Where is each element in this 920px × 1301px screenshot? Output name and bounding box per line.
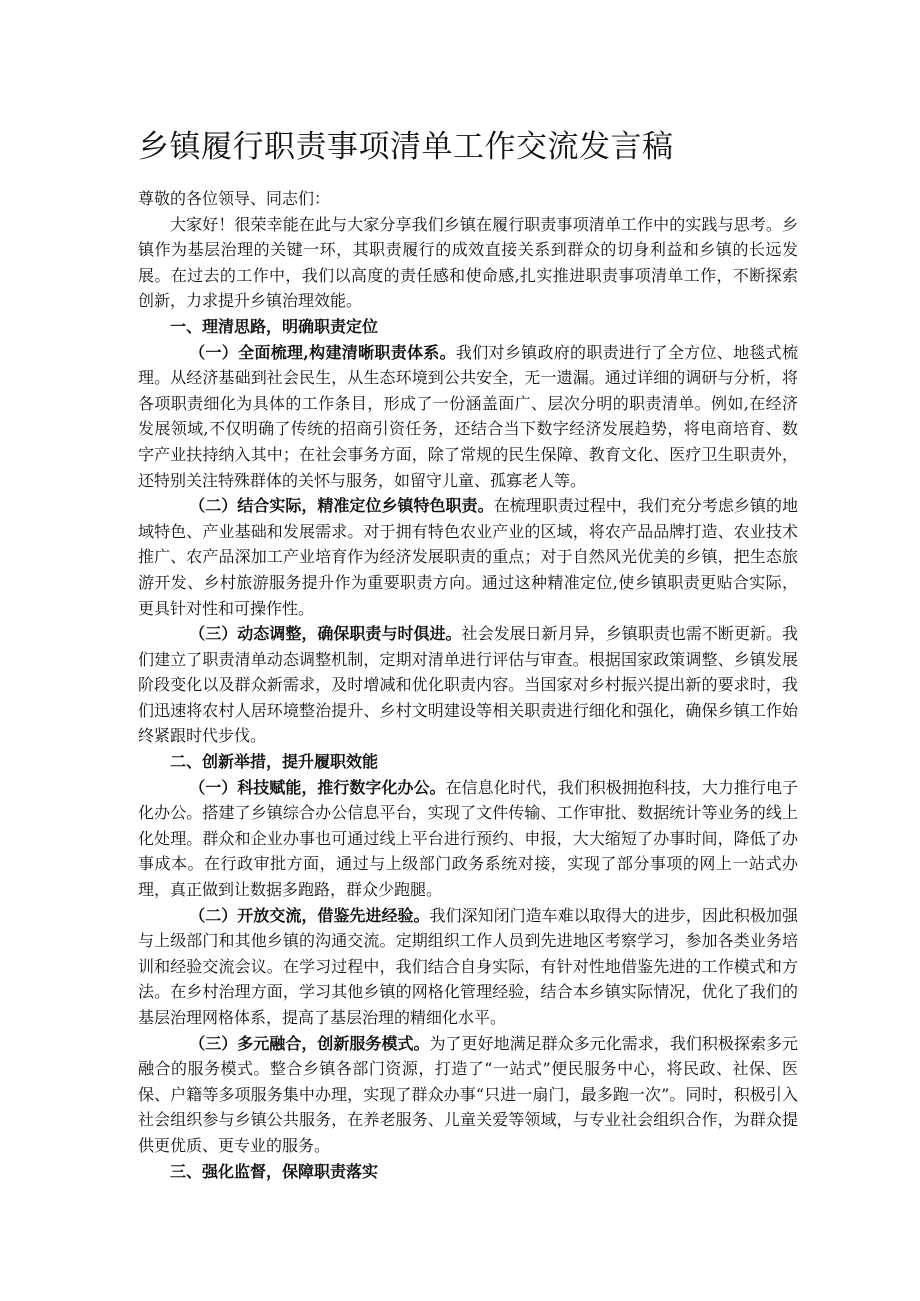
item-body: 在梳理职责过程中，我们充分考虑乡镇的地域特色、产业基础和发展需求。对于拥有特色农业产业的区域，将农产品品牌打造、农业技术推广、农产品深加工产业培育作为经济发展职责的重点；对于自然风光优美的乡镇，把生态旅游开发、乡村旅游服务提升作为重要职责方向。通过这种精准定位,使乡镇职责更贴合实际，更具针对性和可操作性。: [138, 496, 798, 618]
item-body: 我们深知闭门造车难以取得大的进步，因此积极加强与上级部门和其他乡镇的沟通交流。定期组织工作人员到先进地区考察学习，参加各类业务培训和经验交流会议。在学习过程中，我们结合自身实际，有针对性地借鉴先进的工作模式和方法。在乡村治理方面，学习其他乡镇的网格化管理经验，结合本乡镇实际情况，优化了我们的基层治理网格体系，提高了基层治理的精细化水平。: [138, 905, 798, 1027]
section-heading-3: 三、强化监督，保障职责落实: [170, 1161, 379, 1181]
section-2-item-1: [138, 775, 798, 903]
section-1-item-1: [138, 340, 798, 494]
item-lead: （三）动态调整，确保职责与时俱进。: [189, 624, 462, 644]
section-1-item-2: [138, 493, 798, 621]
section-2-item-3: [138, 1031, 798, 1159]
item-lead: （三）多元融合，创新服务模式。: [189, 1033, 430, 1053]
section-heading-2: 二、创新举措，提升履职效能: [170, 752, 379, 772]
document-title: 乡镇履行职责事项清单工作交流发言稿: [138, 129, 674, 165]
document-page: [138, 122, 798, 1184]
item-body: 社会发展日新月异，乡镇职责也需不断更新。我们建立了职责清单动态调整机制，定期对清单进行评估与审查。根据国家政策调整、乡镇发展阶段变化以及群众新需求，及时增减和优化职责内容。当国家对乡村振兴提出新的要求时，我们迅速将农村人居环境整治提升、乡村文明建设等相关职责进行细化和强化，确保乡镇工作始终紧跟时代步伐。: [138, 624, 798, 746]
item-body: 我们对乡镇政府的职责进行了全方位、地毯式梳理。从经济基础到社会民生，从生态环境到公共安全，无一遗漏。通过详细的调研与分析，将各项职责细化为具体的工作条目，形成了一份涵盖面广、层次分明的职责清单。例如,在经济发展领域,不仅明确了传统的招商引资任务，还结合当下数字经济发展趋势，将电商培育、数字产业扶持纳入其中；在社会事务方面，除了常规的民生保障、教育文化、医疗卫生职责外，还特别关注特殊群体的关怀与服务，如留守儿童、孤寡老人等。: [138, 342, 798, 490]
item-lead: （一）全面梳理,构建清晰职责体系。: [189, 342, 456, 362]
item-lead: （一）科技赋能，推行数字化办公。: [189, 777, 446, 797]
section-heading-1: 一、理清思路，明确职责定位: [170, 316, 379, 336]
section-2-item-2: [138, 903, 798, 1031]
intro-paragraph: 大家好！很荣幸能在此与大家分享我们乡镇在履行职责事项清单工作中的实践与思考。乡镇作为基层治理的关键一环，其职责履行的成效直接关系到群众的切身利益和乡镇的长远发展。在过去的工作中，我们以高度的责任感和使命感,扎实推进职责事项清单工作，不断探索创新，力求提升乡镇治理效能。: [138, 214, 798, 311]
item-body: 为了更好地满足群众多元化需求，我们积极探索多元融合的服务模式。整合乡镇各部门资源，打造了“一站式”便民服务中心，将民政、社保、医保、户籍等多项服务集中办理，实现了群众办事“只进一扇门，最多跑一次”。同时，积极引入社会组织参与乡镇公共服务，在养老服务、儿童关爱等领域，与专业社会组织合作，为群众提供更优质、更专业的服务。: [138, 1033, 798, 1155]
item-lead: （二）结合实际，精准定位乡镇特色职责。: [189, 496, 494, 516]
item-lead: （二）开放交流，借鉴先进经验。: [189, 905, 430, 925]
salutation: 尊敬的各位领导、同志们：: [138, 189, 331, 208]
item-body: 在信息化时代，我们积极拥抱科技，大力推行电子化办公。搭建了乡镇综合办公信息平台，实现了文件传输、工作审批、数据统计等业务的线上化处理。群众和企业办事也可通过线上平台进行预约、申报，大大缩短了办事时间，降低了办事成本。在行政审批方面，通过与上级部门政务系统对接，实现了部分事项的网上一站式办理，真正做到让数据多跑路，群众少跑腿。: [138, 777, 798, 900]
section-1-item-3: [138, 621, 798, 749]
